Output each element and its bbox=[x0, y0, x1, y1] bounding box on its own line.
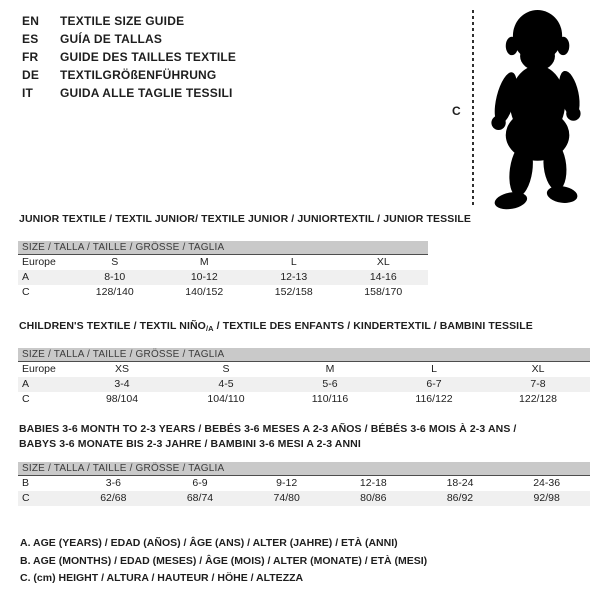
language-title: TEXTILGRÖßENFÜHRUNG bbox=[60, 68, 217, 82]
cell: 110/116 bbox=[311, 393, 349, 405]
cell: 158/170 bbox=[364, 286, 403, 298]
language-row-fr bbox=[22, 48, 236, 66]
cell: 18-24 bbox=[446, 477, 474, 489]
cell: 8-10 bbox=[104, 271, 126, 283]
row-label: Europe bbox=[22, 256, 56, 268]
cell: 68/74 bbox=[186, 492, 214, 504]
row-label: B bbox=[22, 477, 30, 489]
row-label: A bbox=[22, 271, 30, 283]
cell: 12-13 bbox=[280, 271, 308, 283]
babies-table-title-line1: BABIES 3-6 MONTH TO 2-3 YEARS / BEBÉS 3-6 MESES A 2-3 AÑOS / BÉBÉS 3-6 MOIS À 2-3 ANS / bbox=[19, 423, 517, 435]
language-row-en bbox=[22, 12, 236, 30]
table-row-height bbox=[18, 392, 590, 407]
cell: 104/110 bbox=[207, 393, 245, 405]
cell: 128/140 bbox=[95, 286, 134, 298]
row-label: A bbox=[22, 378, 30, 390]
language-code: DE bbox=[22, 68, 40, 82]
children-table-title bbox=[19, 320, 533, 333]
language-code: FR bbox=[22, 50, 39, 64]
cell: 80/86 bbox=[360, 492, 387, 504]
cell: L bbox=[431, 363, 437, 375]
table-row-europe bbox=[18, 255, 428, 270]
legend-notes bbox=[20, 535, 427, 588]
row-label: C bbox=[22, 286, 30, 298]
cell: 4-5 bbox=[218, 378, 234, 390]
height-measure-label: C bbox=[452, 104, 461, 118]
size-header-bar: SIZE / TALLA / TAILLE / GRÖSSE / TAGLIA bbox=[18, 462, 590, 476]
cell: 3-4 bbox=[114, 378, 130, 390]
cell: 116/122 bbox=[415, 393, 453, 405]
cell: 6-7 bbox=[426, 378, 442, 390]
cell: L bbox=[290, 256, 297, 268]
cell: M bbox=[325, 363, 335, 375]
table-row-height bbox=[18, 491, 590, 506]
cell: S bbox=[222, 363, 230, 375]
cell: XL bbox=[376, 256, 390, 268]
language-title: GUIDA ALLE TAGLIE TESSILI bbox=[60, 86, 233, 100]
cell: XS bbox=[114, 363, 129, 375]
cell: 98/104 bbox=[105, 393, 139, 405]
language-row-it bbox=[22, 84, 236, 102]
junior-size-table bbox=[18, 241, 428, 300]
cell: 86/92 bbox=[446, 492, 474, 504]
language-list bbox=[22, 12, 236, 102]
cell: 5-6 bbox=[322, 378, 338, 390]
cell: S bbox=[111, 256, 119, 268]
baby-silhouette-icon bbox=[479, 8, 594, 213]
babies-size-table bbox=[18, 462, 590, 506]
cell: 10-12 bbox=[190, 271, 218, 283]
language-code: IT bbox=[22, 86, 34, 100]
cell: XL bbox=[531, 363, 545, 375]
cell: 152/158 bbox=[274, 286, 313, 298]
note-a: A. AGE (YEARS) / EDAD (AÑOS) / ÂGE (ANS) / ALTER (JAHRE) / ETÀ (ANNI) bbox=[20, 537, 398, 549]
title-part: / TEXTILE DES ENFANTS / KINDERTEXTIL / BAMBINI TESSILE bbox=[213, 320, 533, 332]
title-part: CHILDREN'S TEXTILE / TEXTIL NIÑO bbox=[19, 320, 206, 332]
cell: 6-9 bbox=[192, 477, 208, 489]
cell: 7-8 bbox=[530, 378, 546, 390]
table-row-age-months bbox=[18, 476, 590, 491]
row-label: C bbox=[22, 492, 30, 504]
junior-table-title: JUNIOR TEXTILE / TEXTIL JUNIOR/ TEXTILE JUNIOR / JUNIORTEXTIL / JUNIOR TESSILE bbox=[19, 213, 471, 225]
babies-table-title-line2: BABYS 3-6 MONATE BIS 2-3 JAHRE / BAMBINI 3-6 MESI A 2-3 ANNI bbox=[19, 438, 361, 450]
cell: M bbox=[199, 256, 209, 268]
cell: 24-36 bbox=[533, 477, 561, 489]
table-row-age bbox=[18, 377, 590, 392]
size-header-bar: SIZE / TALLA / TAILLE / GRÖSSE / TAGLIA bbox=[18, 241, 428, 255]
language-code: ES bbox=[22, 32, 39, 46]
cell: 14-16 bbox=[369, 271, 397, 283]
cell: 140/152 bbox=[185, 286, 224, 298]
cell: 62/68 bbox=[100, 492, 127, 504]
cell: 3-6 bbox=[105, 477, 121, 489]
cell: 9-12 bbox=[276, 477, 298, 489]
height-measure-dashed-line bbox=[472, 10, 474, 208]
language-title: GUIDE DES TAILLES TEXTILE bbox=[60, 50, 237, 64]
table-row-height bbox=[18, 285, 428, 300]
cell: 92/98 bbox=[533, 492, 560, 504]
size-header-bar: SIZE / TALLA / TAILLE / GRÖSSE / TAGLIA bbox=[18, 348, 590, 362]
title-subscript: /A bbox=[205, 324, 214, 333]
table-row-europe bbox=[18, 362, 590, 377]
cell: 122/128 bbox=[519, 393, 557, 405]
row-label: C bbox=[22, 393, 30, 405]
language-code: EN bbox=[22, 14, 40, 28]
cell: 12-18 bbox=[359, 477, 387, 489]
note-b: B. AGE (MONTHS) / EDAD (MESES) / ÂGE (MOIS) / ALTER (MONATE) / ETÀ (MESI) bbox=[20, 554, 428, 567]
language-row-es bbox=[22, 30, 236, 48]
note-c: C. (cm) HEIGHT / ALTURA / HAUTEUR / HÖHE / ALTEZZA bbox=[20, 572, 304, 584]
row-label: Europe bbox=[22, 363, 56, 375]
table-row-age bbox=[18, 270, 428, 285]
language-title: TEXTILE SIZE GUIDE bbox=[60, 14, 185, 28]
language-row-de bbox=[22, 66, 236, 84]
children-size-table bbox=[18, 348, 590, 407]
cell: 74/80 bbox=[273, 492, 300, 504]
language-title: GUÍA DE TALLAS bbox=[60, 32, 163, 46]
